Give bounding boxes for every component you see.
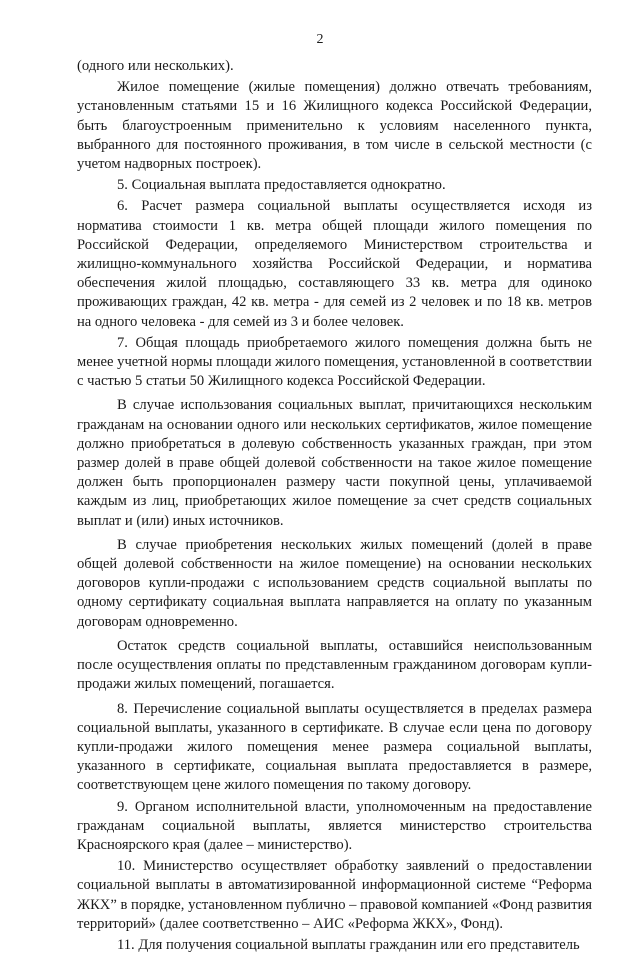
paragraph-6: 6. Расчет размера социальной выплаты осуществляется исходя из норматива стоимости 1 кв. метра общей площади жилого помещения по Российской Федерации, определяемого Министерством строительства и жилищно-коммунального хозяйства Российской Федерации, и норматива обеспечения жилой площадью, составляющего 33 кв. метра для одиноко проживающих граждан, 42 кв. метра - для семей из 2 человек и по 18 кв. метров на одного человека - для семей из 3 и более человек. (77, 198, 592, 330)
paragraph-10: 10. Министерство осуществляет обработку заявлений о предоставлении социальной выплаты в автоматизированной информационной системе “Реформа ЖКХ” в порядке, установленном публично – правовой компанией «Фонд развития территорий» (далее соответственно – АИС «Реформа ЖКХ», Фонд). (77, 858, 592, 932)
paragraph-housing-requirements: Жилое помещение (жилые помещения) должно отвечать требованиям, установленным статьями 15 и 16 Жилищного кодекса Российской Федерации, быть благоустроенным применительно к условиям населенного пункта, выбранного для постоянного проживания, в том числе в сельской местности (с учетом надворных построек). (77, 79, 592, 173)
paragraph-8: 8. Перечисление социальной выплаты осуществляется в пределах размера социальной выплаты, указанного в сертификате. В случае если цена по договору купли-продажи жилого помещения менее размера социальной выплаты, указанного в сертификате, социальная выплата предоставляется в размере, соответствующем цене жилого помещения по такому договору. (77, 700, 592, 794)
paragraph-shared-ownership: В случае использования социальных выплат, причитающихся нескольким гражданам на основании одного или нескольких сертификатов, жилое помещение должно приобретаться в долевую собственность указанных граждан, при этом размер долей в праве общей долевой собственности на такое жилое помещение должен быть пропорционален размеру части покупной цены, уплачиваемой каждым из лиц, приобретающих жилое помещение за счет средств социальных выплат и (или) иных источников. (77, 397, 592, 529)
document-body (77, 57, 592, 957)
paragraph-9: 9. Органом исполнительной власти, уполномоченным на предоставление гражданам социальной выплаты, является министерство строительства Красноярского края (далее – министерство). (77, 798, 592, 853)
paragraph-remaining-funds: Остаток средств социальной выплаты, оставшийся неиспользованным после осуществления оплаты по представленным гражданином договорам купли-продажи жилых помещений, погашается. (77, 637, 592, 693)
paragraph-7: 7. Общая площадь приобретаемого жилого помещения должна быть не менее учетной нормы площади жилого помещения, установленной в соответствии с частью 5 статьи 50 Жилищного кодекса Российской Федерации. (77, 334, 592, 390)
paragraph-multiple-premises: В случае приобретения нескольких жилых помещений (долей в праве общей долевой собственности на жилое помещение) на основании нескольких договоров купли-продажи с использованием средств социальной выплаты по одному сертификату социальная выплата направляется на оплату по указанным договорам одновременно. (77, 536, 592, 630)
paragraph-11: 11. Для получения социальной выплаты гражданин или его представитель (117, 936, 580, 953)
paragraph-continuation: (одного или нескольких). (77, 58, 234, 74)
page-number: 2 (316, 32, 324, 47)
paragraph-5: 5. Социальная выплата предоставляется однократно. (117, 177, 446, 194)
